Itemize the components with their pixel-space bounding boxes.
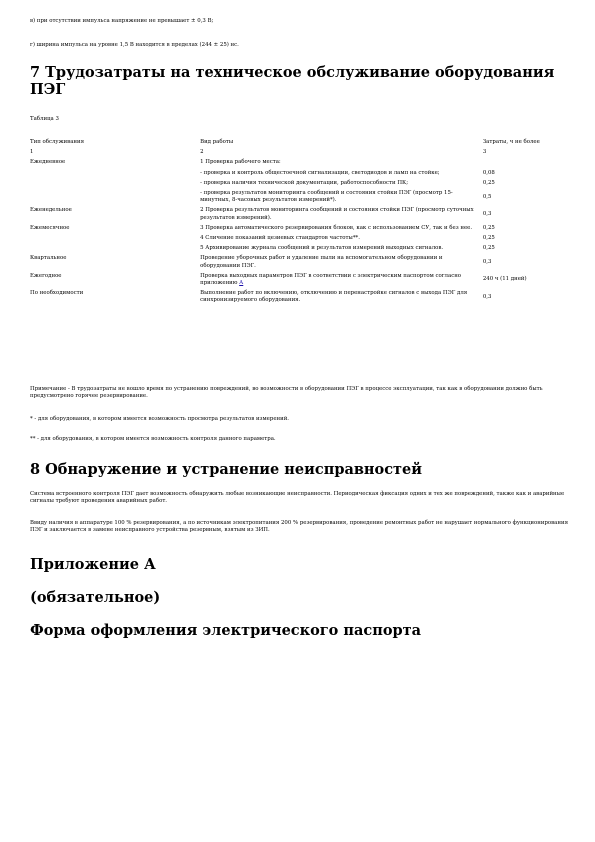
row-cost-cell: 0,3 — [482, 211, 492, 218]
table-row — [30, 179, 564, 189]
row-work-text: 4 Сличение показаний цезиевых стандартов частоты**. — [200, 235, 360, 242]
row-work-cell — [200, 224, 483, 234]
section-7-heading: 7 Трудозатраты на техническое обслуживание оборудования ПЭГ — [30, 64, 555, 98]
row-work-text: 1 Проверка рабочего места: — [200, 159, 281, 166]
row-work-text: 2 Проверка результатов мониторинга сообщений и состояния стойки ПЭГ (просмотр суточных результатов измерений). — [200, 207, 474, 221]
row-cost-cell: 0,08 — [482, 169, 495, 176]
appendix-subtitle: (обязательное) — [30, 589, 161, 606]
appendix-title: Приложение А — [30, 556, 156, 573]
row-type-cell: Квартальное — [30, 255, 67, 262]
row-cost-cell — [483, 158, 564, 168]
row-work-text: 3 Проверка автоматического резервирования блоков, как с использованием СУ, так и без нее. — [200, 224, 473, 231]
row-type-cell: По необходимости — [30, 290, 84, 297]
list-item-g: г) ширина импульса на уровне 1,5 В находится в пределах (244 ± 25) нс. — [30, 42, 239, 48]
footnote-star: * - для оборудования, в котором имеется возможность просмотра результатов измерений. — [30, 416, 290, 422]
row-work-cell — [200, 244, 483, 254]
row-work-cell — [200, 206, 483, 223]
table-caption: Таблица 3 — [30, 116, 59, 122]
row-type-cell — [30, 234, 200, 244]
row-work-cell — [200, 272, 483, 289]
row-type-cell: Ежедневное — [30, 159, 66, 166]
number-col3: 3 — [482, 149, 487, 156]
table-row — [30, 272, 564, 289]
number-col2: 2 — [200, 149, 204, 156]
row-type-cell — [30, 169, 200, 179]
row-work-cell — [200, 289, 483, 306]
table-row — [30, 244, 564, 254]
row-work-text: Проверка выходных параметров ПЭГ в соответствии с электрическим паспортом согласно приложению — [200, 272, 462, 287]
row-work-cell — [200, 189, 483, 206]
row-work-text: Проведение уборочных работ и удаление пыли на вспомогательном оборудовании и оборудовании ПЭГ. — [200, 255, 443, 269]
header-col3: Затраты, ч не более — [482, 139, 540, 145]
row-type-cell: Еженедельное — [30, 207, 72, 214]
row-work-cell — [200, 169, 483, 179]
table-row — [30, 224, 564, 234]
row-work-text: - проверка результатов мониторинга сообщений и состояния стойки ПЭГ (просмотр 15-минутных, 8-часовых результатов измерений*). — [200, 190, 453, 204]
footnote-double-star: ** - для оборудования, в котором имеется возможность контроля данного параметра. — [30, 436, 276, 442]
row-work-cell — [200, 234, 483, 244]
row-type-cell — [30, 244, 200, 254]
row-cost-cell: 0,3 — [482, 259, 492, 266]
header-col2: Вид работы — [200, 139, 234, 145]
table-row — [30, 158, 564, 168]
header-col1: Тип обслуживания — [30, 139, 84, 145]
number-col1: 1 — [30, 149, 34, 156]
row-work-text: Выполнение работ по включению, отключению и перенастройке сигналов с выхода ПЭГ для синхронизируемого оборудования. — [200, 290, 468, 304]
table-row — [30, 289, 564, 306]
row-cost-cell: 0,25 — [482, 224, 495, 231]
row-type-cell: Ежемесячное — [30, 224, 70, 231]
table-row — [30, 206, 564, 223]
table-note: Примечание - В трудозатраты не вошло время по устранению повреждений, во возможности в оборудовании ПЭГ в процессе эксплуатации, так как в оборудовании должно быть предусмотрено горячее резервирование. — [30, 386, 543, 400]
table-row — [30, 234, 564, 244]
row-type-cell — [30, 189, 200, 206]
table-row — [30, 189, 564, 206]
row-cost-cell: 0,5 — [482, 193, 492, 200]
row-cost-cell: 240 ч (11 дней) — [482, 276, 527, 283]
appendix-form-title: Форма оформления электрического паспорта — [30, 622, 422, 639]
section-8-paragraph-1: Система встроенного контроля ПЭГ дает возможность обнаружить любые возникающие неисправности. Периодическая фиксация одних и тех же повреждений, также как и аварийные сигналы требуют проведения аварийных работ. — [30, 491, 565, 505]
section-8-paragraph-2: Ввиду наличия в аппаратуре 100 % резервирования, а по источникам электропитания 200 % резервирования, проведение ремонтных работ не нарушает нормального функционирования ПЭГ и заключается в замене неисправного устройства резервным, взятым из ЗИП. — [30, 520, 568, 534]
row-cost-cell: 0,25 — [482, 235, 495, 242]
row-work-text: - проверка наличия технической документации, работоспособности ПК; — [200, 179, 409, 186]
row-work-cell — [200, 158, 483, 168]
section-8-heading: 8 Обнаружение и устранение неисправностей — [30, 461, 423, 478]
row-work-text: - проверка и контроль общестоечной сигнализации, светодиодов и ламп на стойке; — [200, 169, 440, 176]
row-cost-cell: 0,25 — [482, 245, 495, 252]
appendix-link[interactable]: А — [239, 280, 244, 287]
row-work-text: 5 Архивирование журнала сообщений и результатов измерений выходных сигналов. — [200, 245, 444, 252]
table-row — [30, 169, 564, 179]
row-cost-cell: 0,25 — [482, 179, 495, 186]
row-work-cell — [200, 179, 483, 189]
table-header-row — [30, 138, 564, 148]
row-type-cell — [30, 179, 200, 189]
row-work-cell — [200, 254, 483, 271]
table-numbering-row — [30, 148, 564, 158]
list-item-v: в) при отсутствии импульса напряжение не превышает ± 0,3 В; — [30, 18, 214, 24]
row-cost-cell: 0,3 — [482, 293, 492, 300]
row-type-cell: Ежегодное — [30, 272, 62, 279]
labor-table — [30, 138, 564, 307]
table-row — [30, 254, 564, 271]
